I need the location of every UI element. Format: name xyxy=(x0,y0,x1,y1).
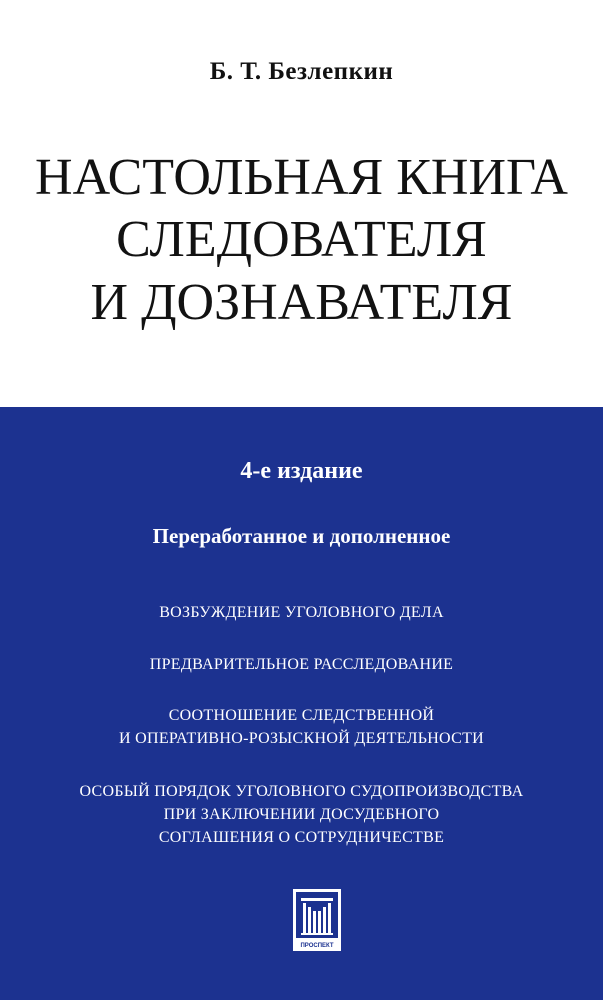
edition-subtitle: Переработанное и дополненное xyxy=(152,524,451,548)
title-line-1: НАСТОЛЬНАЯ КНИГА xyxy=(35,149,568,206)
cover-top-section xyxy=(0,0,603,407)
edition-label: 4-е издание xyxy=(240,458,363,484)
publisher-wordmark: ПРОСПЕКТ xyxy=(300,943,334,949)
building-columns-icon xyxy=(293,889,341,951)
title-line-2: СЛЕДОВАТЕЛЯ xyxy=(116,211,487,268)
publisher-logo xyxy=(293,889,341,951)
title-line-3: И ДОЗНАВАТЕЛЯ xyxy=(90,274,513,331)
topic-1-line-1: ВОЗБУЖДЕНИЕ УГОЛОВНОГО ДЕЛА xyxy=(159,604,444,621)
author-name: Б. Т. Безлепкин xyxy=(209,58,394,85)
topic-2-line-1: ПРЕДВАРИТЕЛЬНОЕ РАССЛЕДОВАНИЕ xyxy=(149,656,454,673)
topic-3-line-2: И ОПЕРАТИВНО-РОЗЫСКНОЙ ДЕЯТЕЛЬНОСТИ xyxy=(118,730,485,747)
topic-4-line-1: ОСОБЫЙ ПОРЯДОК УГОЛОВНОГО СУДОПРОИЗВОДСТВА xyxy=(79,783,524,800)
cover-blue-section xyxy=(0,407,603,1000)
topic-4-line-2: ПРИ ЗАКЛЮЧЕНИИ ДОСУДЕБНОГО xyxy=(163,806,440,823)
topic-4-line-3: СОГЛАШЕНИЯ О СОТРУДНИЧЕСТВЕ xyxy=(158,829,445,846)
topic-3-line-1: СООТНОШЕНИЕ СЛЕДСТВЕННОЙ xyxy=(168,707,435,724)
